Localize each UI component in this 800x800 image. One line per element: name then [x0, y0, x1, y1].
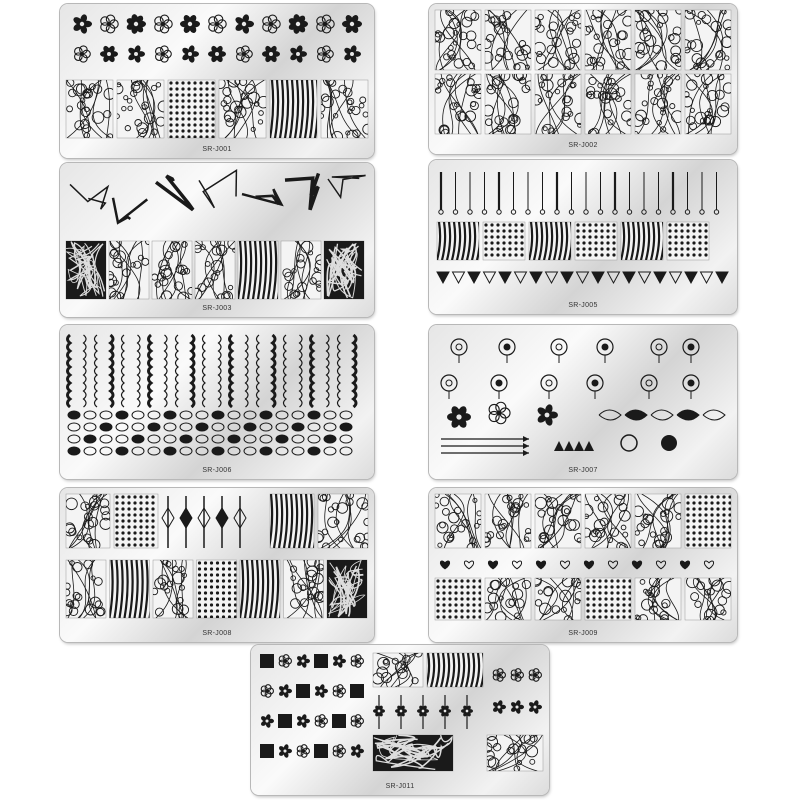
plate-art-leaf-patterns	[429, 4, 737, 154]
pattern-tile	[61, 560, 106, 618]
triangle-motif	[654, 272, 666, 283]
plate-code: SR-J007	[568, 467, 598, 474]
plate-code: SR-J008	[202, 630, 232, 637]
flower-motif	[208, 45, 226, 63]
oval-motif	[228, 411, 240, 419]
feather-motif	[625, 410, 647, 420]
dreamcatcher-motif	[451, 339, 467, 363]
oval-motif	[116, 411, 128, 419]
oval-motif	[340, 411, 352, 419]
oval-motif	[148, 423, 160, 431]
pattern-tile	[435, 578, 482, 620]
oval-motif	[276, 411, 288, 419]
flower-motif	[234, 14, 254, 35]
stamping-plate-sr-j008	[60, 488, 374, 642]
oval-motif	[132, 435, 144, 443]
oval-motif	[84, 435, 96, 443]
flower-motif	[278, 684, 292, 699]
pattern-tile	[680, 8, 735, 71]
oval-motif	[180, 411, 192, 419]
triangle-motif	[685, 272, 697, 283]
crack-motif	[285, 173, 318, 209]
flower-outline-motif	[101, 15, 118, 33]
flower-motif	[126, 14, 146, 35]
dreamcatcher-motif	[597, 339, 613, 363]
oval-motif	[292, 423, 304, 431]
oval-motif	[116, 423, 128, 431]
oval-motif	[260, 411, 272, 419]
oval-motif	[308, 423, 320, 431]
oval-motif	[68, 435, 80, 443]
flower-outline-motif	[333, 685, 345, 698]
flower-motif	[72, 14, 92, 35]
pattern-tile	[324, 241, 364, 299]
pattern-tile	[114, 494, 158, 548]
pattern-tile	[480, 494, 533, 548]
flower-motif	[350, 744, 364, 759]
oval-motif	[132, 447, 144, 455]
oval-motif	[244, 435, 256, 443]
flower-motif	[528, 700, 542, 715]
heart-motif	[440, 561, 449, 569]
oval-motif	[68, 447, 80, 455]
plate-code: SR-J002	[568, 142, 598, 149]
pattern-tile	[482, 577, 531, 622]
triangle-motif	[577, 272, 589, 283]
heart-motif	[656, 561, 665, 569]
flower-outline-motif	[489, 402, 510, 423]
oval-motif	[68, 411, 80, 419]
plate-code: SR-J006	[202, 467, 232, 474]
crack-motif	[70, 184, 108, 209]
pattern-tile	[581, 8, 634, 72]
dreamcatcher-motif	[499, 339, 515, 363]
flower-outline-motif	[315, 715, 327, 728]
flower-outline-motif	[156, 46, 172, 62]
oval-motif	[196, 435, 208, 443]
oval-motif	[164, 423, 176, 431]
heart-motif	[608, 561, 617, 569]
pattern-tile	[66, 79, 115, 139]
square-motif	[260, 744, 274, 758]
oval-motif	[148, 411, 160, 419]
pattern-tile	[197, 560, 238, 619]
pattern-tile	[483, 70, 535, 138]
pattern-tile	[531, 70, 586, 136]
triangle-motif	[468, 272, 480, 283]
flower-motif	[127, 45, 145, 64]
pattern-tile	[284, 557, 328, 618]
oval-motif	[148, 447, 160, 455]
flower-motif	[260, 714, 274, 729]
square-motif	[296, 684, 310, 698]
flower-outline-motif	[511, 669, 523, 682]
oval-motif	[132, 411, 144, 419]
oval-motif	[292, 411, 304, 419]
flower-motif	[296, 714, 310, 729]
dreamcatcher-motif	[587, 375, 603, 399]
stamping-plate-sr-j003	[60, 163, 374, 317]
oval-motif	[244, 423, 256, 431]
flower-outline-motif	[318, 46, 334, 62]
heart-motif	[680, 561, 689, 569]
pattern-tile	[64, 494, 111, 551]
flower-motif	[180, 14, 200, 35]
heart-motif	[584, 561, 593, 569]
flower-outline-motif	[493, 669, 505, 682]
oval-motif	[212, 447, 224, 455]
pattern-tile	[483, 222, 525, 260]
pattern-tile	[635, 576, 681, 623]
triangle-motif	[592, 272, 604, 283]
triangle-motif	[670, 272, 682, 283]
pattern-tile	[191, 237, 240, 303]
oval-motif	[308, 411, 320, 419]
oval-motif	[308, 447, 320, 455]
pattern-tile	[633, 493, 685, 551]
oval-motif	[212, 411, 224, 419]
flower-motif	[262, 45, 280, 63]
heart-motif	[704, 561, 713, 569]
plate-art-animal-print	[60, 488, 374, 642]
feather-motif	[651, 410, 673, 420]
oval-motif	[244, 447, 256, 455]
pattern-tile	[685, 575, 735, 623]
heart-motif	[536, 561, 545, 569]
dreamcatcher-motif	[541, 375, 557, 399]
pattern-tile	[632, 70, 684, 136]
square-motif	[332, 714, 346, 728]
oval-motif	[340, 435, 352, 443]
oval-motif	[244, 411, 256, 419]
square-motif	[314, 744, 328, 758]
flower-outline-motif	[351, 655, 363, 668]
oval-motif	[164, 447, 176, 455]
oval-motif	[116, 447, 128, 455]
oval-motif	[308, 435, 320, 443]
pattern-tile	[430, 8, 483, 70]
flower-motif	[510, 700, 524, 715]
plate-art-geometric	[429, 160, 737, 314]
square-motif	[278, 714, 292, 728]
pattern-tile	[483, 730, 543, 772]
triangle-motif	[515, 272, 527, 283]
dreamcatcher-motif	[641, 375, 657, 399]
oval-motif	[180, 435, 192, 443]
flower-outline-motif	[263, 15, 280, 33]
flower-motif	[314, 684, 328, 699]
oval-motif	[292, 447, 304, 455]
pattern-tile	[152, 241, 195, 303]
flower-motif	[289, 45, 307, 64]
pattern-tile	[682, 71, 734, 134]
pattern-tile	[113, 75, 169, 138]
stamping-plate-sr-j009	[429, 488, 737, 642]
oval-motif	[212, 435, 224, 443]
plate-code: SR-J003	[202, 305, 232, 312]
oval-motif	[276, 435, 288, 443]
stamping-plate-sr-j007	[429, 325, 737, 479]
square-motif	[350, 684, 364, 698]
flower-outline-motif	[317, 15, 334, 33]
oval-motif	[196, 447, 208, 455]
oval-motif	[228, 423, 240, 431]
flower-outline-motif	[333, 745, 345, 758]
flower-outline-motif	[279, 655, 291, 668]
plate-art-boho-dreamcatchers	[429, 325, 737, 479]
oval-motif	[324, 435, 336, 443]
pattern-tile	[575, 222, 617, 260]
crack-motif	[328, 176, 366, 198]
stamping-plate-sr-j002	[429, 4, 737, 154]
pattern-tile	[685, 494, 732, 548]
triangle-motif	[499, 272, 511, 283]
flower-motif	[343, 45, 361, 64]
oval-motif	[100, 423, 112, 431]
oval-motif	[276, 447, 288, 455]
flower-motif	[492, 700, 506, 715]
pattern-tile	[215, 75, 269, 138]
flower-motif	[278, 744, 292, 759]
oval-motif	[100, 447, 112, 455]
dreamcatcher-motif	[683, 375, 699, 399]
plate-art-floral-mix	[251, 645, 549, 795]
plate-code: SR-J009	[568, 630, 598, 637]
triangle-motif	[437, 272, 449, 283]
plate-art-hearts	[429, 488, 737, 642]
flower-motif	[288, 14, 308, 35]
pattern-tile	[585, 578, 632, 620]
oval-motif	[260, 447, 272, 455]
triangle-motif	[530, 272, 542, 283]
triangle-motif	[453, 272, 465, 283]
oval-motif	[164, 411, 176, 419]
oval-motif	[276, 423, 288, 431]
pattern-tile	[433, 493, 482, 553]
square-motif	[260, 654, 274, 668]
plate-code: SR-J005	[568, 302, 598, 309]
pattern-tile	[151, 559, 193, 619]
plate-art-flowers	[60, 4, 374, 158]
pattern-tile	[481, 10, 533, 74]
dreamcatcher-motif	[683, 339, 699, 363]
flower-outline-motif	[155, 15, 172, 33]
flower-outline-motif	[209, 15, 226, 33]
square-motif	[314, 654, 328, 668]
oval-motif	[324, 447, 336, 455]
flower-outline-motif	[237, 46, 253, 62]
flower-motif	[181, 45, 199, 64]
pattern-tile	[327, 560, 367, 618]
oval-motif	[196, 411, 208, 419]
pattern-tile	[632, 7, 683, 72]
heart-motif	[464, 561, 473, 569]
pattern-tile	[581, 489, 631, 552]
heart-motif	[560, 561, 569, 569]
pattern-tile	[281, 241, 326, 299]
feather-motif	[599, 410, 621, 420]
oval-motif	[340, 423, 352, 431]
pattern-tile	[66, 241, 106, 299]
oval-motif	[292, 435, 304, 443]
flower-outline-motif	[75, 46, 91, 62]
stamping-plate-sr-j005	[429, 160, 737, 314]
pattern-tile	[667, 222, 709, 260]
dreamcatcher-motif	[491, 375, 507, 399]
oval-motif	[100, 435, 112, 443]
pattern-tile	[535, 494, 584, 550]
pattern-tile	[430, 74, 484, 137]
flower-motif	[536, 403, 558, 426]
pattern-tile	[530, 574, 584, 624]
oval-motif	[148, 435, 160, 443]
crack-motif	[113, 198, 147, 223]
oval-motif	[68, 423, 80, 431]
triangle-motif	[484, 272, 496, 283]
pattern-tile	[529, 10, 582, 71]
crack-motif	[242, 189, 281, 204]
dreamcatcher-motif	[651, 339, 667, 363]
crack-motif	[199, 170, 236, 207]
feather-motif	[677, 410, 699, 420]
plate-code: SR-J011	[385, 783, 415, 790]
oval-motif	[260, 423, 272, 431]
stamping-plate-sr-j006	[60, 325, 374, 479]
oval-motif	[324, 411, 336, 419]
pattern-tile	[168, 80, 215, 139]
flower-outline-motif	[351, 715, 363, 728]
stamping-plate-sr-j011	[251, 645, 549, 795]
flower-motif	[296, 654, 310, 669]
dreamcatcher-motif	[551, 339, 567, 363]
oval-motif	[260, 435, 272, 443]
pattern-tile	[317, 75, 373, 142]
triangle-motif	[639, 272, 651, 283]
plate-art-cracks-marble	[60, 163, 374, 317]
plate-art-stripes-organic	[60, 325, 374, 479]
triangle-motif	[623, 272, 635, 283]
feather-motif	[703, 410, 725, 420]
oval-motif	[100, 411, 112, 419]
oval-motif	[180, 447, 192, 455]
triangle-motif	[561, 272, 573, 283]
flower-motif	[100, 45, 118, 63]
oval-motif	[212, 423, 224, 431]
pattern-tile	[313, 492, 371, 550]
oval-motif	[132, 423, 144, 431]
oval-motif	[84, 411, 96, 419]
pattern-tile	[372, 649, 423, 687]
oval-motif	[180, 423, 192, 431]
dreamcatcher-motif	[441, 375, 457, 399]
flower-outline-motif	[261, 685, 273, 698]
triangle-motif	[701, 272, 713, 283]
triangle-motif	[608, 272, 620, 283]
plate-code: SR-J001	[202, 146, 232, 153]
oval-motif	[196, 423, 208, 431]
oval-motif	[228, 435, 240, 443]
heart-motif	[632, 561, 641, 569]
flower-motif	[332, 654, 346, 669]
oval-motif	[164, 435, 176, 443]
oval-motif	[84, 423, 96, 431]
oval-motif	[228, 447, 240, 455]
flower-motif	[447, 405, 471, 430]
heart-motif	[512, 561, 521, 569]
triangle-motif	[716, 272, 728, 283]
oval-motif	[340, 447, 352, 455]
crack-motif	[156, 176, 193, 210]
flower-motif	[342, 14, 362, 35]
pattern-tile	[373, 735, 453, 771]
pattern-tile	[585, 74, 634, 137]
heart-motif	[488, 561, 497, 569]
oval-motif	[84, 447, 96, 455]
oval-motif	[324, 423, 336, 431]
triangle-motif	[546, 272, 558, 283]
oval-motif	[116, 435, 128, 443]
pattern-tile	[105, 237, 152, 302]
flower-outline-motif	[529, 669, 541, 682]
flower-outline-motif	[297, 745, 309, 758]
stamping-plate-sr-j001	[60, 4, 374, 158]
